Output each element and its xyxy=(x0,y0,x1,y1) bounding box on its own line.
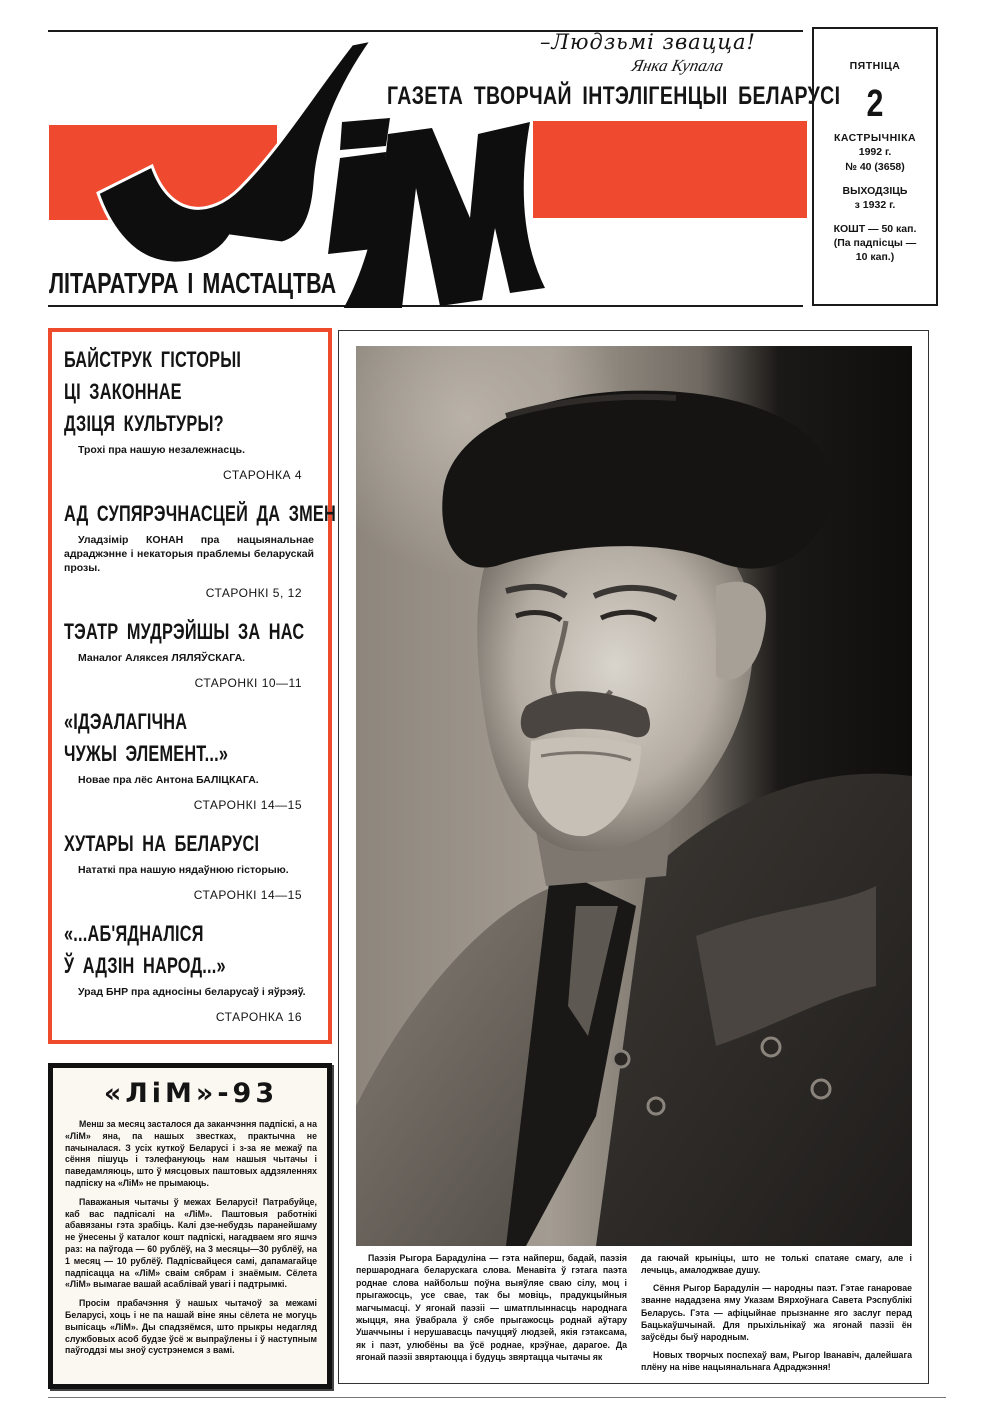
contents-item-title: БАЙСТРУК ГІСТОРЫІ ЦІ ЗАКОННАЕ ДЗІЦЯ КУЛЬТУРЫ? xyxy=(64,347,242,436)
contents-item-title: «...АБ'ЯДНАЛІСЯ Ў АДЗІН НАРОД...» xyxy=(64,921,226,978)
logo-letter-i-dot xyxy=(340,118,390,150)
issue-subscription-price-2: 10 кап.) xyxy=(855,251,895,264)
contents-item-page: СТАРОНКІ 5, 12 xyxy=(205,586,302,600)
contents-item[interactable] xyxy=(64,616,318,690)
contents-item[interactable] xyxy=(64,828,318,902)
issue-month: КАСТРЫЧНІКА xyxy=(833,132,917,145)
contents-item[interactable] xyxy=(64,706,318,812)
caption-paragraph: Паэзія Рыгора Барадуліна — гэта найперш, бадай, паэзія першароднага беларускага слова. Менавіта ў гэтага паэта роднае слова найбольш поўна выяўляе сваю сілу, моц і прыгажосць, усе свае, так бы мовіць, прадукцыйныя магчымасці. У ягонай паэзіі — шматплыннасць народнага жыцця, яна ўвабрала ў сябе прыгажосць роднай аўтару Ушаччыны і нерушавасць пачуццяў людзей, якія гэтаксама, як і паэт, улюбёны ва ўсё роднае, крэўнае, дарагое. Да ягонай паэзіі звяртаюцца і будуць звяртацца чытачы як xyxy=(356,1253,627,1363)
caption-paragraph: да гаючай крыніцы, што не толькі спатаяе смагу, але і лечыць, амалоджвае душу. xyxy=(641,1253,912,1276)
contents-item-title: АД СУПЯРЭЧНАСЦЕЙ ДА ЗМЕН xyxy=(64,501,336,526)
caption-column-1 xyxy=(356,1252,627,1379)
lim93-paragraph: Менш за месяц засталося да заканчэння падпіскі, а на «ЛіМ» яна, па нашых звестках, практычна не пачыналася. З усіх куткоў Беларусі і з-за яе межаў па сёння пішуць і тэлефануюць нам нашыя чытачы і паведамляюць, што ў мясцовых паштовых аддзяленнях падпіску на «ЛіМ» не прымаюць. xyxy=(65,1119,317,1188)
contents-item-lead: Урад БНР пра адносіны беларусаў і яўрэяў. xyxy=(78,986,306,998)
logo-letter-l xyxy=(98,40,372,263)
contents-item-page: СТАРОНКА 16 xyxy=(215,1010,302,1024)
newspaper-subtitle: ЛІТАРАТУРА І МАСТАЦТВА xyxy=(49,268,337,300)
epigraph-quote: –Людзьмі звацца! xyxy=(540,30,756,54)
contents-item[interactable] xyxy=(64,918,318,1024)
lim93-paragraph: Просім прабачэння ў нашых чытачоў за межамі Беларусі, хоць і не па нашай віне яны сёлета не могуць выпісаць «ЛіМ». Ды спадзяёмся, што прыкры недагляд службовых асоб будзе ўсё ж выпраўлены і ў наступным паўгоддзі мы зноў сустрэнемся з вамі. xyxy=(65,1298,317,1356)
contents-item-lead: Трохі пра нашую незалежнасць. xyxy=(78,444,246,456)
issue-weekday: ПЯТНІЦА xyxy=(849,60,901,72)
issue-year: 1992 г. xyxy=(858,146,892,159)
portrait-photo xyxy=(356,346,912,1246)
contents-item-lead: Нататкі пра нашую нядаўнюю гісторыю. xyxy=(78,864,289,876)
lim93-paragraph: Паважаныя чытачы ў межах Беларусі! Патрабуйце, каб вас падпісалі на «ЛіМ». Паштовыя работнікі абавязаны гэта зрабіць. Калі дзе-небудзь паранейшаму не ўнесены ў каталог кошт падпіскі, нагадваем яго яшчэ раз: на паўгода — 60 рублёў, на 3 месяцы—30 рублёў, на 1 месяц — 10 рублёў. Падпісвайцеся самі, дапамагайце падпісацца на «ЛіМ» сваім сябрам і знаёмым. Сёлета «ЛіМ» вымагае вашай асаблівай увагі і падтрымкі. xyxy=(65,1196,317,1290)
contents-box xyxy=(48,328,336,1044)
newspaper-tagline: ГАЗЕТА ТВОРЧАЙ ІНТЭЛІГЕНЦЫІ БЕЛАРУСІ xyxy=(387,82,841,110)
contents-item-page: СТАРОНКІ 14—15 xyxy=(193,888,302,902)
contents-item-lead: Уладзімір КОНАН пра нацыянальнае адраджэнне і некаторыя праблемы беларускай прозы. xyxy=(64,534,314,574)
issue-number: № 40 (3658) xyxy=(845,160,905,173)
contents-item[interactable] xyxy=(64,498,336,600)
caption-paragraph: Новых творчых поспехаў вам, Рыгор Іванавіч, далейшага плёну на ніве нацыянальнага Адраджэння! xyxy=(641,1349,912,1373)
contents-item-page: СТАРОНКІ 14—15 xyxy=(193,798,302,812)
red-band-right xyxy=(533,121,807,218)
caption-paragraph: Сёння Рыгор Барадулін — народны паэт. Гэтае ганаровае званне нададзена яму Указам Вярхоўнага Савета Рэспублікі Беларусь. Гэта — афіцыйнае прызнанне яго заслуг перад Бацькаўшчынай. Для прыхільнікаў жа ягонай паэзіі ён заўсёды быў народным. xyxy=(641,1282,912,1343)
issue-since-label: ВЫХОДЗІЦЬ xyxy=(842,184,908,197)
contents-item-lead: Новае пра лёс Антона БАЛІЦКАГА. xyxy=(78,774,259,786)
contents-item-lead: Маналог Аляксея ЛЯЛЯЎСКАГА. xyxy=(78,652,246,664)
issue-subscription-price-1: (Па падпісцы — xyxy=(833,237,917,250)
issue-day: 2 xyxy=(866,83,884,126)
contents-item-title: «ІДЭАЛАГІЧНА ЧУЖЫ ЭЛЕМЕНТ...» xyxy=(64,709,229,766)
contents-item-page: СТАРОНКІ 10—11 xyxy=(194,676,302,690)
contents-item-title: ХУТАРЫ НА БЕЛАРУСІ xyxy=(64,831,260,856)
contents-item-title: ТЭАТР МУДРЭЙШЫ ЗА НАС xyxy=(64,619,305,644)
lim93-title: «ЛіМ»-93 xyxy=(103,1078,279,1109)
photo-caption xyxy=(356,1252,912,1379)
page-bottom-rule xyxy=(48,1397,946,1398)
issue-since-year: з 1932 г. xyxy=(854,198,896,211)
caption-column-2 xyxy=(641,1252,912,1379)
epigraph-signature: Янка Купала xyxy=(630,56,726,75)
portrait-illustration xyxy=(356,346,912,1246)
issue-price: КОШТ — 50 кап. xyxy=(833,223,917,236)
lim93-subscription-box xyxy=(48,1063,332,1389)
contents-item-page: СТАРОНКА 4 xyxy=(223,468,302,482)
issue-date-box xyxy=(812,27,938,306)
contents-item[interactable] xyxy=(64,344,318,482)
